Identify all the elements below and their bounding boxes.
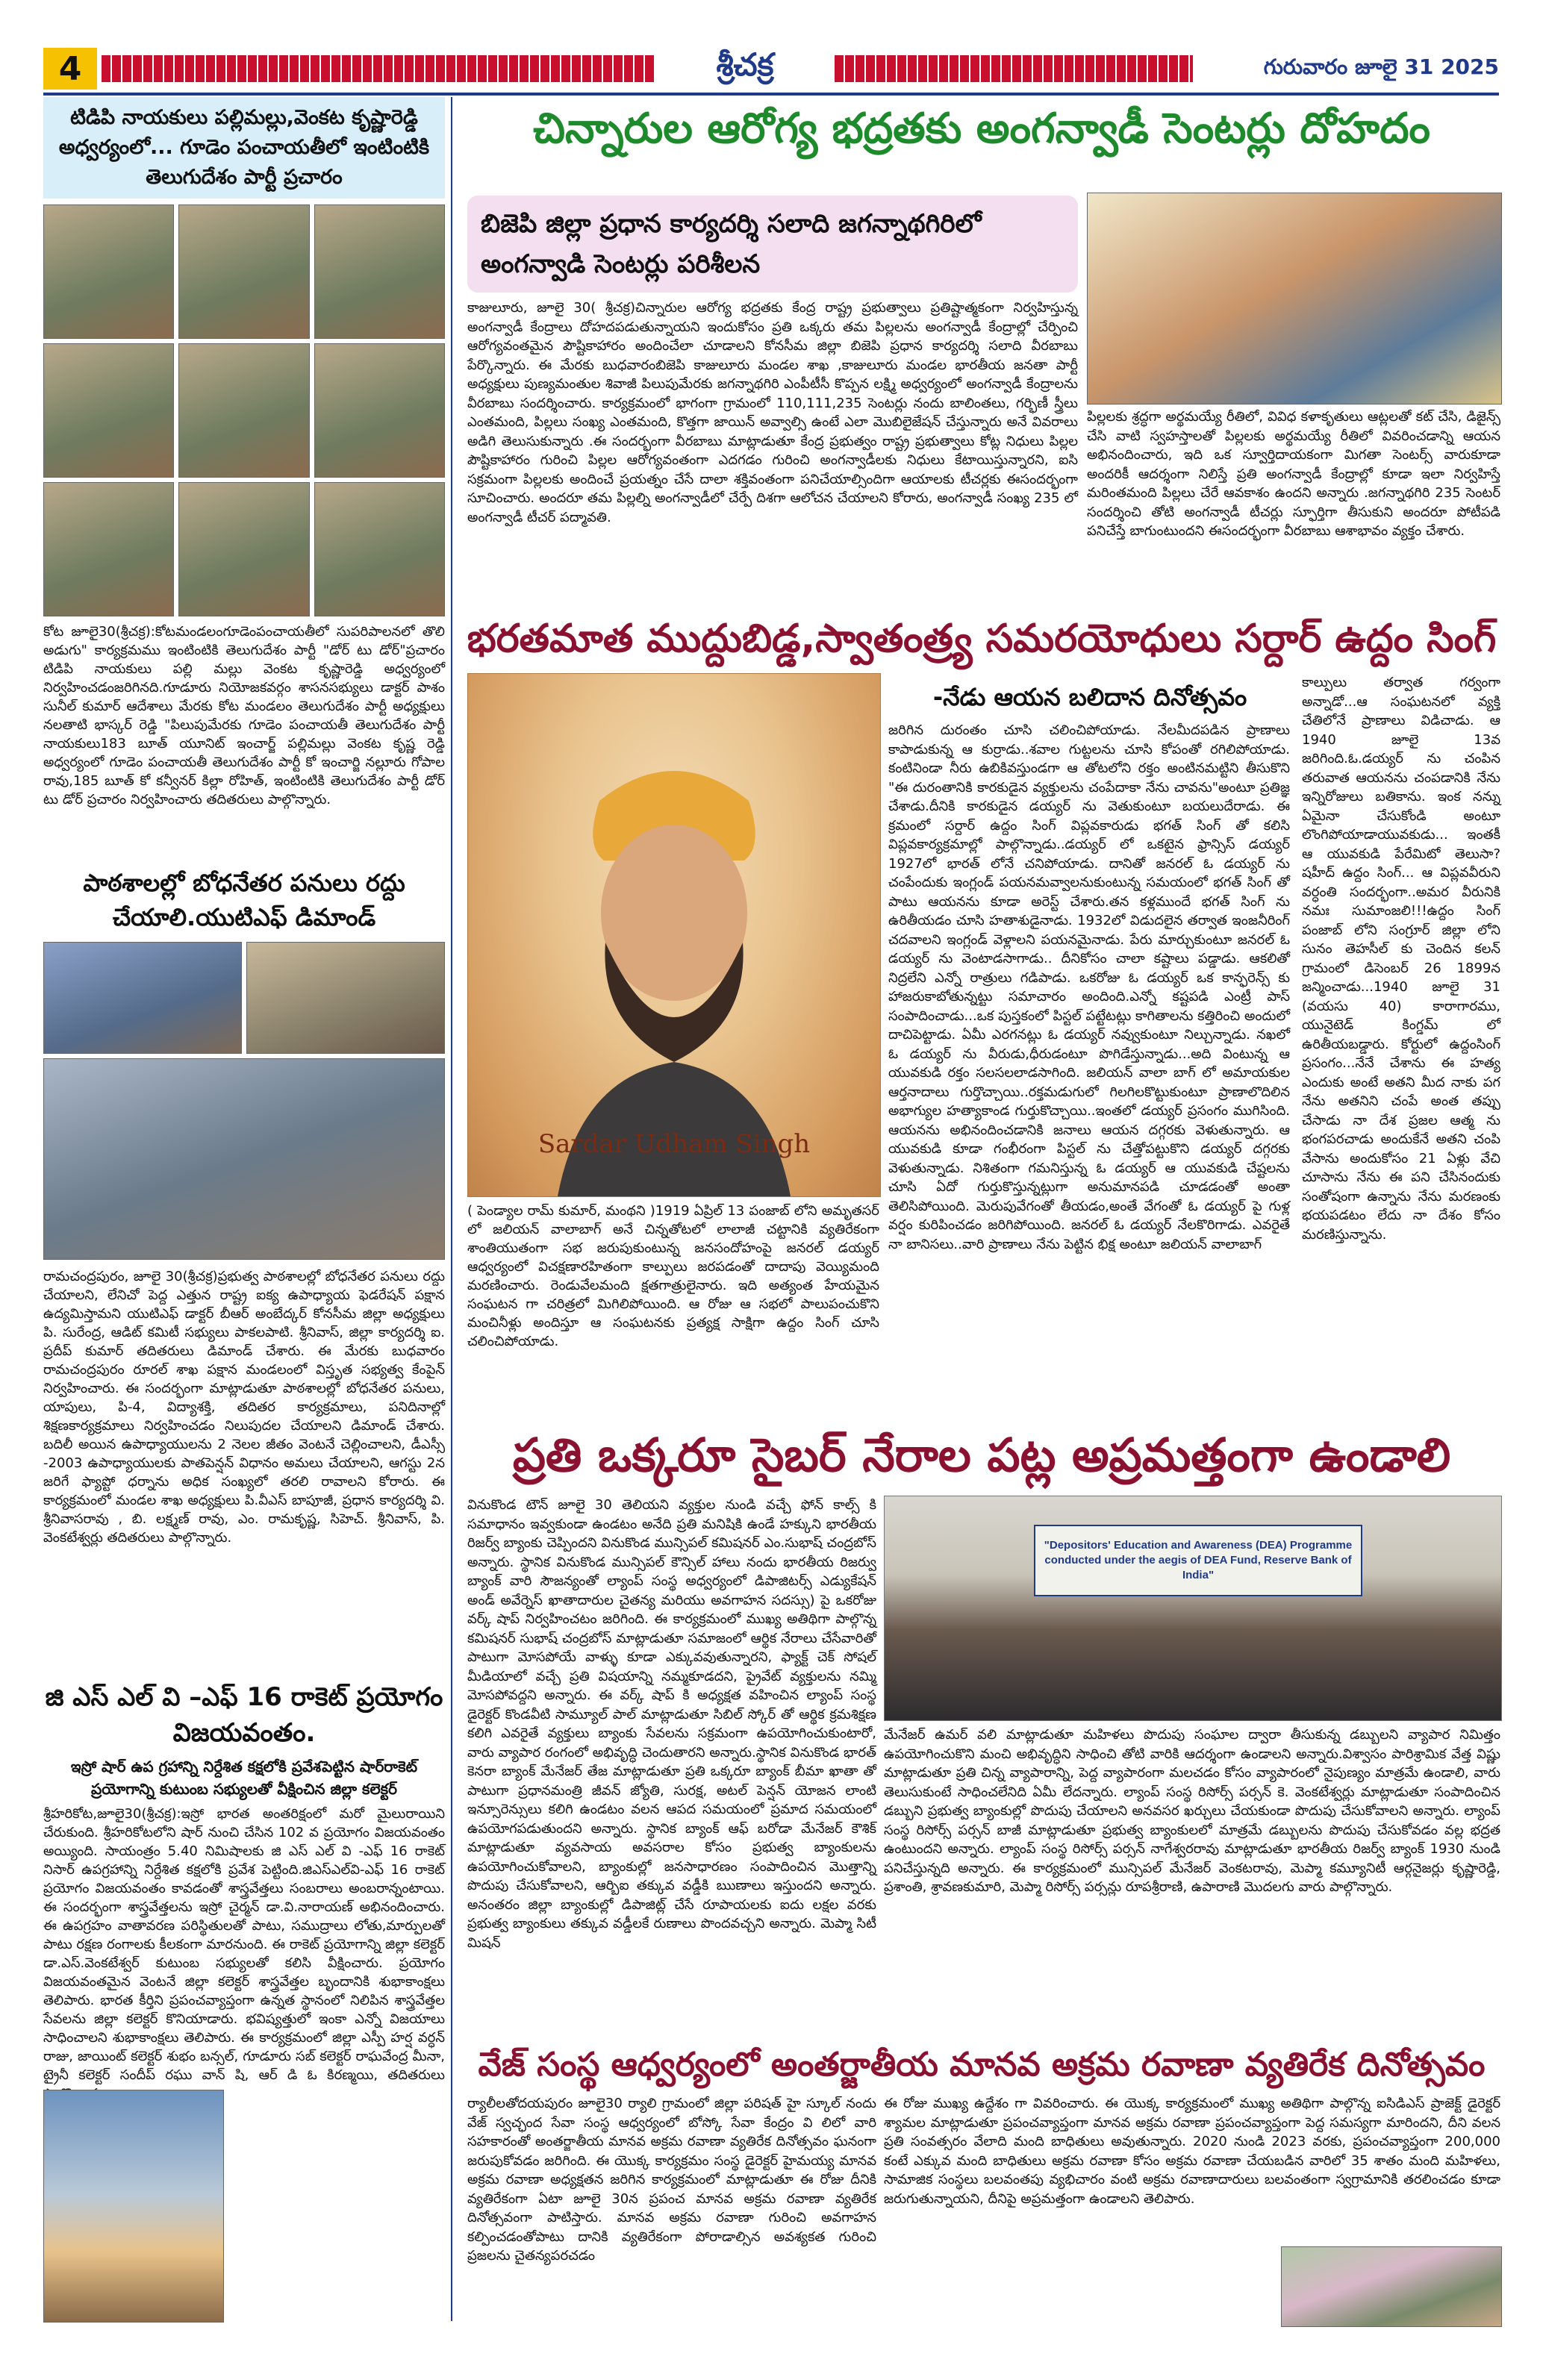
photo-tdp-3 (314, 204, 445, 339)
left-story-1-headline-box (43, 97, 445, 199)
logo (663, 46, 827, 91)
anganwadi-subhead: బిజెపి జిల్లా ప్రధాన కార్యదర్శి సలాది జగన్నాథగిరిలో అంగన్వాడి సెంటర్లు పరిశీలన (481, 209, 982, 279)
anganwadi-body-2: పిల్లలకు శ్రద్ధగా అర్థమయ్యే రీతిలో, వివిధ కళాకృతులు ఆట్లలతో కట్ చేసి, డిజైన్స్ చేసి వాటి స్వహస్తాలతో పిల్లలకు అర్థమయ్యే రీతిలో వివరించడాన్ని ఆయన అభినందించారు, ఇది ఒక స్వూర్తిదాయకంగా మిగతా సెంటర్స్ వారుకూడా అందరికీ ఆదర్శంగా నిలిస్తే ప్రతి అంగన్వాడీ కేంద్రాల్లో కూడా ఇలా నిర్వహిస్తే మరింతమంది పిల్లలు చేరే ఆవకాశం ఉందని అన్నారు .జగన్నాథగిరి 235 సెంటర్ సందర్శించి తోటి అంగన్వాడీ టీచర్లు స్ఫూర్తిగా తీసుకుని అందరూ పోటీపడి పనిచేస్తే బాగుంటుందని ఈసందర్భంగా వీరబాబు ఆశాభావం వ్యక్తం చేశారు. (1087, 409, 1505, 539)
cyber-body-left: వినుకొండ టౌన్ జూలై 30 తెలియని వ్యక్తుల నుండి వచ్చే ఫోన్ కాల్స్ కి సమాధానం ఇవ్వకుండా ఉండటం అనేది ప్రతి మనిషికి ఉండే హక్కుని భారతీయ రిజర్వ్ బ్యాంకు చెప్పిందని వినుకొండ మున్సిపల్ కమిషనర్ ఎం.సుభాష్ చంద్రబోస్ అన్నారు. స్థానిక వినుకొండ మున్సిపల్ కౌన్సిల్ హాలు నందు భారతీయ రిజర్వు బ్యాంక్ వారి సౌజన్యంతో ల్యాంప్ సంస్థ అధ్వర్యంలో డిపాజిటర్స్ ఎడ్యుకేషన్ అండ్ అవేర్నెస్ ఖాతాదారుల చైతన్య మరియు అవగాహన సదస్సు) పై ఒకరోజు వర్క్ షాప్ నిర్వహించటం జరిగింది. ఈ కార్యక్రమంలో ముఖ్య అతిథిగా పాల్గొన్న కమిషనర్ సుభాష్ చంద్రబోస్ మాట్లాడుతూ సమాజంలో ఆర్థిక నేరాలు చేసేవారితో పాటుగా మోసపోయే వాళ్ళు కూడా ఎక్కువవుతున్నారని, ఫ్యాక్ట్ చెక్ సోషల్ మీడియాలో వచ్చే ప్రతి విషయాన్ని నమ్మకూడదని, ప్రైవేట్ వ్యక్తులను నమ్మి మోసపోవద్దని అన్నారు. ఈ వర్క్ షాప్ కి అధ్యక్షత వహించిన ల్యాంప్ సంస్థ డైరెక్టర్ కొండవీటి సామ్యూల్ పాల్ మాట్లాడుతూ సిబిల్ స్కోర్ తో ఆర్థిక క్రమశిక్షణ కలిగి ఎవరైతే వ్యక్తులు బ్యాంకు సేవలను సక్రమంగా ఉపయోగించుకుంటారో, వారు వ్యాపార రంగంలో అభివృద్ధి చెందుతారని అన్నారు.స్థానిక వినుకొండ భారత్ కెనరా బ్యాంక్ మేనేజర్ తేజ మాట్లాడుతూ ప్రతి ఒక్కరూ బ్యాంక్ బీమా ఖాతా తో పాటుగా ప్రధానమంత్రి జీవన్ జ్యోతి, సురక్ష, అటల్ పెన్షన్ యోజన లాంటి ఇన్సూరెన్సులు కలిగి ఉండటం వలన ఆపద సమయంలో ప్రమాద సమయంలో ఉపయోగపడుతుందని అన్నారు. స్థానిక బ్యాంక్ ఆఫ్ బరోడా మేనేజర్ కౌశిక్ మాట్లాడుతూ వ్యవసాయ అవసరాల కోసం ప్రభుత్వ బ్యాంకులను ఉపయోగించుకోవాలని, బ్యాంకుల్లో జనసాధారణం సంపాదించిన మొత్తాన్ని పొదుపు చేసుకోవాలని, ఆర్బిఐ తక్కువ వడ్డీకి ఋణాలు ఇస్తుందని అన్నారు. అనంతరం జిల్లా బ్యాంకుల్లో డిపాజిట్ల్ చేసే రూపాయలకు ఐదు లక్షల వరకు ప్రభుత్వ బ్యాంకులు తక్కువ వడ్డీలకే రుణాలు పొందవచ్చని అన్నారు. మెప్మా సిటీ మిషన్ (467, 1497, 881, 1951)
photo-rbi-workshop (884, 1496, 1502, 1721)
photo-anganwadi-center (1087, 193, 1502, 405)
trafficking-body-left: ర్యాలీలతోదయపురం జూలై30 ర్యాలి గ్రామంలో జిల్లా పరిషత్ హై స్కూల్ నందు వేజ్ స్వచ్ఛంద సేవా సంస్థ ఆధ్వర్యంలో బోస్కో సేవా కేంద్రం వి లిలో వారి సహకారంతో అంతర్జాతీయ మానవ అక్రమ రవాణా వ్యతిరేక దినోత్సవం ఘనంగా జరుపుకోవడం జరిగింది. ఈ యొక్క కార్యక్రమం సంస్థ డైరెక్టర్ హైమయ్య మానవ అక్రమ రవాణా అధ్యక్షతన జరిగిన కార్యక్రమంలో మాట్లాడుతూ ఈ రోజు దీనికి వ్యతిరేకంగా ఏటా జూలై 30న ప్రపంచ మానవ అక్రమ రవాణా వ్యతిరేక దినోత్సవంగా పాటిస్తారు. మానవ అక్రమ రవాణా గురించి అవగాహన కల్పించడంతోపాటు దానికి వ్యతిరేకంగా పోరాడాల్సిన అవశ్యకత గురించి ప్రజలను చైతన్యపరచడం (467, 2096, 881, 2264)
left-story-3-headline: జి ఎస్ ఎల్ వి –ఎఫ్ 16 రాకెట్ ప్రయోగం విజయవంతం. (45, 1682, 443, 1748)
masthead-red-band-right (835, 55, 1193, 82)
photo-tdp-2 (178, 204, 309, 339)
photo-tdp-7 (43, 482, 174, 616)
udham-headline: భరతమాత ముద్దుబిడ్డ,స్వాతంత్ర్య సమరయోధులు సర్దార్ ఉద్దం సింగ్ (467, 616, 1497, 661)
udham-portrait-drawing (468, 674, 880, 1196)
udham-portrait-caption: Sardar Udham Singh (537, 1129, 811, 1159)
anganwadi-body: కాజులూరు, జూలై 30( శ్రీచక్ర)చిన్నారుల ఆరోగ్య భద్రతకు కేంద్ర రాష్ట్ర ప్రభుత్వాలు ప్రతిష్టాత్మకంగా నిర్వహిస్తున్న అంగన్వాడీ కేంద్రాలు దోహదపడుతున్నాయని ఇందుకోసం ప్రతి ఒక్కరు తమ పిల్లలను అంగన్వాడీ కేంద్రాల్లో చేర్పించి ఆరోగ్యవంతమైన పౌష్టికాహారం అందించేలా చూడాలని కోనసీమ జిల్లా బిజెపి ప్రధాన కార్యదర్శి సలాది వీరబాబు పేర్కొన్నారు. ఈ మేరకు బుధవారంబిజెపి కాజులూరు మండల శాఖ ,కాజులూరు మండల భారతీయ జనతా పార్టీ అధ్యక్షులు పుణ్యమంతుల శివాజీ పిలుపుమేరకు జగన్నాథగిరి ఎంపీటీసీ కొప్పన లక్ష్మి అధ్వర్యంలో అంగన్వాడీ కేంద్రాలను వీరబాబు సందర్శించారు. కార్యక్రమంలో భాగంగా గ్రామంలో 110,111,235 సెంటర్లు నందు బాలింతలు, గర్భిణీ స్త్రీలు ఎంతమంది, పిల్లలు సంఖ్య ఎంతమంది, కొత్తగా జాయిన్ అవ్వాల్సి ఉంటే ఎలా మొబిలైజేషన్ చేస్తున్నారు అనే వివరాలు అడిగి తెలుసుకున్నారు .ఈ సందర్భంగా వీరబాబు మాట్లాడుతూ కేంద్ర ప్రభుత్వం రాష్ట్ర ప్రభుత్వాలు కోట్ల నిధులు పిల్లల పౌష్టికాహారం గురించి పిల్లల ఆరోగ్యవంతంగా ఎదగడం గురించి అంగన్వాడీలకు నిధులు కేటాయిస్తున్నారని, ఐసి సక్రమంగా పిల్లలకు అందించే ప్రయత్నం చేసే దాలా శక్తివంతంగా పనిచేయాల్సిందిగా ఆయాలకు టీచర్లకు ఈసందర్భంగా సూచించారు. అందరూ తమ పిల్లల్ని అంగన్వాడీలో చేర్పే దిశగా ఆలోచన చేయాలని కోరారు, అంగన్వాడీ సంఖ్య 235 లో అంగన్వాడీ టీచర్ పద్మావతి. (467, 300, 1082, 525)
rbi-banner (1034, 1525, 1362, 1596)
photo-utf-meeting-1 (43, 942, 242, 1054)
date-box (1204, 49, 1499, 90)
rbi-banner-text: "Depositors' Education and Awareness (DEA) Programme conducted under the aegis of DEA Fund, Reserve Bank of India" (1044, 1539, 1353, 1581)
photo-tdp-9 (314, 482, 445, 616)
trafficking-body-right: ఈ రోజు ముఖ్య ఉద్దేశం గా వివరించారు. ఈ యొక్క కార్యక్రమంలో ముఖ్య అతిథిగా పాల్గొన్న ఐసిడిఎస్ ప్రాజెక్ట్ డైరెక్టర్ శ్యామల మాట్లాడుతూ ప్రపంచవ్యాప్తంగా మానవ అక్రమ రవాణా ప్రపంచవ్యాప్తంగా పెద్ద సమస్యగా మారిందని, దీని వలన ప్రతి సంవత్సరం వేలాది మంది బాధితులు అవుతున్నారు. 2020 నుండి 2023 వరకు, ప్రపంచవ్యాప్తంగా 200,000 కంటే ఎక్కువ మంది బాధితులు అక్రమ రవాణా కోసం అక్రమ రవాణా చేయబడిన వారిలో 35 శాతం మంది మహిళలు, సామాజిక సంస్థలు బలవంతపు వ్యభిచారం వంటి అక్రమ రవాణాదారులు బలవంతంగా స్వగ్రామానికి తరలించడం కూడా జరుగుతున్నాయని, దీనిపై అప్రమత్తంగా ఉండాలని తెలిపారు. (884, 2096, 1505, 2207)
left-story-2-body: రామచంద్రపురం, జూలై 30(శ్రీచక్ర)ప్రభుత్వ పాఠశాలల్లో బోధనేతర పనులు రద్దు చేయాలని, లేనిచో పెద్ద ఎత్తున రాష్ట్ర ఐక్య ఉపాధ్యాయ ఫెడరేషన్ పక్షాన ఉద్యమిస్తామని యుటిఎఫ్ డాక్టర్ బీఆర్ అంబేద్కర్ కోనసీమ జిల్లా అధ్యక్షులు పి. సురేంద్ర, ఆడిట్ కమిటీ సభ్యులు పాకలపాటి. శ్రీనివాస్, జిల్లా కార్యదర్శి ఐ. ప్రదీప్ కుమార్ తదితరులు డిమాండ్ చేశారు. ఈ మేరకు బుధవారం రామచంద్రపురం రూరల్ శాఖ పక్షాన మండలంలో విస్తృత సభ్యత్వ కేంపైన్ నిర్వహించారు. ఈ సందర్భంగా మాట్లాడుతూ పాఠశాలల్లో బోధనేతర పనులు, యాపులు, పి-4, విద్యాశక్తి, తదితర కార్యక్రమాలు, పనిదినాల్లో శిక్షణకార్యక్రమాలు నిర్వహించడం నిలుపుదల చేయాలని డిమాండ్ చేశారు. బదిలీ అయిన ఉపాధ్యాయులను 2 నెలల జీతం వెంటనే చెల్లించాలని, డీఎస్సీ -2003 ఉపాధ్యాయులకు పాతపెన్షన్ విధానం అమలు చేయాలని, ఆగస్టు 2న జరిగే ఫ్యాప్టో ధర్నాను అధిక సంఖ్యలో తరలి రావాలని కోరారు. ఈ కార్యక్రమంలో మండల శాఖ అధ్యక్షులు పి.వీఎస్ బాపూజీ, ప్రధాన కార్యదర్శి వి. శ్రీనివాసరావు , బి. లక్ష్మణ్ రావు, ఎం. రామకృష్ణ, సిహెచ్. శ్రీనివాస్, పి. వెంకటేశ్వర్లు తదితరులు పాల్గొన్నారు. (43, 1269, 449, 1546)
masthead (43, 46, 1499, 96)
masthead-red-band-left (102, 55, 654, 82)
left-story-1-body: కోట జూలై30(శ్రీచక్ర):కోటమండలంగూడెంపంచాయతీలో సుపరిపాలనలో తొలి అడుగు" కార్యక్రమము ఇంటింటికి తెలుగుదేశం పార్టీ "డోర్ టు డోర్"ప్రచారం టిడిపి నాయకులు పల్లి మల్లు వెంకట కృష్ణారెడ్డి అధ్వర్యంలో నిర్వహించడంజరిగినది.గూడూరు నియోజకవర్గం శాసనసభ్యులు డాక్టర్ పాశం సునీల్ కుమార్ ఆదేశాలు మేరకు కోట మండలం తెలుగుదేశం పార్టీ అధ్యక్షులు నలతాటి భాస్కర్ రెడ్డి "పిలుపుమేరకు గూడెం పంచాయతీ తెలుగుదేశం పార్టీ నాయకులు183 బూత్ యూనిట్ ఇంచార్జ్ పల్లిమల్లు వెంకట కృష్ణ రెడ్డి అధ్వర్యంలో గూడెం పంచాయతీ తెలుగుదేశం పార్టీ కో ఇంచార్జి నల్లూరు గోపాల రావు,185 బూత్ కో కన్వీనర్ కిల్లా రోహిత్, ఇంటింటికి తెలుగుదేశం పార్టీ డోర్ టు డోర్ ప్రచారం నిర్వహించారు తదితరులు పాల్గొన్నారు. (43, 624, 449, 808)
left-story-1 (43, 97, 449, 936)
left-story-2-headline: పాఠశాలల్లో బోధనేతర పనులు రద్దు చేయాలి.యుటిఎఫ్ డిమాండ్ (83, 869, 405, 931)
photo-utf-meeting-2 (246, 942, 445, 1054)
photo-gslv-launch (43, 2090, 224, 2323)
photo-utf-meeting-3 (43, 1058, 445, 1260)
left-story-3-body: శ్రీహరికోట,జూలై30(శ్రీచక్ర):ఇస్రో భారత అంతరిక్షంలో మరో మైలురాయిని చేరుకుంది. శ్రీహరికోటలోని షార్ నుంచి చేసిన 102 వ ప్రయోగం విజయవంతం అయ్యింది. సాయంత్రం 5.40 నిమిషాలకు జి ఎస్ ఎల్ వి -ఎఫ్ 16 రాకెట్ నిసార్ ఉపగ్రహాన్ని నిర్దేశిత కక్షలోకి ప్రవేశ పెట్టింది.జిఎస్‌ఎల్‌వి-ఎఫ్ 16 రాకెట్ ప్రయోగం విజయవంతం కావడంతో శాస్త్రవేత్తలు సంబరాలు అంబరాన్నంటాయి. ఈ సందర్భంగా శాస్త్రవేత్తలను ఇస్రో చైర్మన్ డా.వి.నారాయణ్ అభినందించారు. ఈ ఉపగ్రహం వాతావరణ పరిస్థితులతో పాటు, సముద్రాలు లోతు,మార్పులతో పాటు రక్షణ రంగాలకు కీలకంగా మారనుంది. ఈ రాకెట్ ప్రయోగాన్ని జిల్లా కలెక్టర్ డా.ఎస్.వెంకటేశ్వర్ కుటుంబ సభ్యులతో కలిసి వీక్షించారు. ప్రయోగం విజయవంతమైన వెంటనే జిల్లా కలెక్టర్ శాస్త్రవేత్తల బృందానికి శుభాకాంక్షలు తెలిపారు. భారత కీర్తిని ప్రపంచవ్యాప్తంగా ఉన్నత స్థానంలో నిలిపిన శాస్త్రవేత్తల సేవలను జిల్లా కలెక్టర్ కొనియాడారు. భవిష్యత్తులో ఇంకా ఎన్నో విజయాలు సాధించాలని శుభాకాంక్షలు తెలిపారు. ఈ కార్యక్రమంలో జిల్లా ఎస్పీ హర్ష వర్ధన్ రాజు, జాయింట్ కలెక్టర్ శుభం బన్సల్, గూడూరు సబ్ కలెక్టర్ రాఘవేంద్ర మీనా, ట్రైనీ కలెక్టర్ సందీప్ రఘు వాన్ షి, ఆర్ డి ఓ కిరణ్మయి, తదితరులు (43, 1806, 445, 2083)
left-story-3-deck: ఇస్రో షార్ ఉప గ్రహాన్ని నిర్దేశిత కక్షలోకి ప్రవేశపెట్టిన షార్‌రాకెట్ ప్రయోగాన్ని కుటుంబ సభ్యులతో వీక్షించిన జిల్లా కలెక్టర్ (70, 1758, 418, 1798)
date: గురువారం జూలై 31 2025 (1263, 54, 1499, 79)
udham-portrait (467, 673, 881, 1197)
column-divider (451, 97, 452, 2321)
trafficking-headline: వేజ్ సంస్థ ఆధ్వర్యంలో అంతర్జాతీయ మానవ అక్రమ రవాణా వ్యతిరేక దినోత్సవం (478, 2046, 1486, 2084)
anganwadi-headline: చిన్నారుల ఆరోగ్య భద్రతకు అంగన్వాడీ సెంటర్లు దోహదం (533, 104, 1430, 153)
udham-body-col2: కాల్పులు తర్వాత గర్వంగా అన్నాడో...ఆ సంఘటనలో వ్యక్తి చేతిలోనే ప్రాణాలు విడిచాడు. ఆ 1940 జూలై 13వ జరిగింది.ఓ.డయ్యర్ ను చంపిన తరువాత ఆయనను చంపడానికి నేను ఇన్నిరోజులు బతికాను. ఇంక నన్ను ఏమైనా చేసుకోండి అంటూ లొంగిపోయాడాయువకుడు... ఇంతకీ ఆ యువకుడి పేరేమిటో తెలుసా? షహీద్ ఉద్దం సింగ్... ఆ విప్లవవీరుని వర్ధంతి సందర్భంగా..అమర వీరునికి నమః సుమాంజలి!!!ఉద్దం సింగ్ పంజాబ్ లోని సంగ్రూర్ జిల్లా లోని సునం తెహసీల్ కు చెందిన కలన్ గ్రామంలో డిసెంబర్ 26 1899న జన్మించాడు...1940 జూలై 31 (వయసు 40) కారాగారము, యునైటెడ్ కింగ్డమ్ లో ఉరితీయబడ్డారు. కోర్టులో ఉద్దంసింగ్ ప్రసంగం...నేనే చేశాను ఈ హత్య ఎందుకు అంటే అతని మీద నాకు పగ నేను అతనిని చంపే అంత తప్పు చేసాడు నా దేశ ప్రజల ఆత్మ ను భంగపరచాడు అందుకేనే అతని చంపి వేసాను అందుకోసం 21 ఏళ్లు వేచి చూసాను నేను ఈ పని చేసినందుకు సంతోషంగా ఉన్నాను నేను మరణంకు భయపడటం లేదు నా దేశం కోసం మరణిస్తున్నాను. (1302, 675, 1505, 1243)
cyber-headline: ప్రతి ఒక్కరూ సైబర్ నేరాల పట్ల అప్రమత్తంగా ఉండాలి (512, 1428, 1451, 1482)
anganwadi-subhead-box (467, 196, 1078, 293)
photo-tdp-5 (178, 343, 309, 478)
page-number-box (43, 48, 97, 90)
logo-text: శ్రీచక్ర (716, 46, 774, 83)
left-story-1-photos (43, 204, 445, 616)
udham-body-under-photo: ( పెండ్యాల రామ్ కుమార్, మంథని )1919 ఏప్రిల్ 13 పంజాబ్ లోని అమృతసర్ లో జలియన్ వాలాబాగ్ అనే చిన్నతోటలో లాలాజీ చట్టానికి వ్యతిరేకంగా శాంతియుతంగా సభ జరుపుకుంటున్న జనసందోహంపై జనరల్ డయ్యర్ ఆధ్వర్యంలో విచక్షణారహితంగా కాల్పులు జరపడంతో దాదాపు వెయ్యిమంది మరణించారు. రెండువేలమంది క్షతగాత్రులైనారు. ఇది అత్యంత హేయమైన సంఘటన గా చరిత్రలో మిగిలిపోయింది. ఆ రోజు ఆ సభలో పాలుపంచుకొని మంచినీళ్లు అందిస్తూ ఆ సంఘటనకు ప్రత్యక్ష సాక్షిగా ఉద్దం సింగ్ చూసి చలించిపోయాడు. (467, 1203, 884, 1349)
udham-body-col1: జరిగిన దురంతం చూసి చలించిపోయాడు. నేలమీదపడిన ప్రాణాలు కాపాడుకున్న ఆ కుర్రాడు..శవాల గుట్టలను చూసి కోపంతో రగిలిపోయాడు. కంటినిండా నీరు ఉబికివస్తుండగా ఆ తోటలోని రక్తం అంటినమట్టిని తీసుకొని "ఈ దురంతానికి కారకుడైన వ్యక్తులను చంపేదాకా నేను చావను"అంటూ ప్రతిజ్ఞ చేశాడు.దీనికి కారకుడైన డయ్యర్ ను వెతుకుంటూ బయలుదేరాడు. ఈ క్రమంలో సర్దార్ ఉద్దం సింగ్ విప్లవకారుడు భగత్ సింగ్ తో కలిసి విప్లవకార్యక్రమాల్లో పాల్గొన్నాడు..డయ్యర్ లో ఒకటైన ఫ్రాన్సిస్ డయ్యర్ 1927లో భారత్ లోనే చనిపోయాడు. దానితో జనరల్ ఓ డయ్యర్ ను చంపేందుకు ఇంగ్లండ్ పయనమవ్వాలనుకుంటున్న సమయంలో భగత్ సింగ్ తో పాటు ఆయనను కూడా అరెస్ట్ చేశారు.తన కళ్లముందే భగత్ సింగ్ ను ఉరితీయడం చూసి హతాశుడైనాడు. 1932లో విడుదలైన తర్వాత ఇంజనీరింగ్ చదవాలని ఇంగ్లండ్ వెళ్లాలని పయనమైనాడు. పేరు మార్చుకుంటూ జనరల్ ఓ డయ్యర్ ను వెంటాడసాగాడు.. దీనికోసం చాలా కష్టాలు పడ్డాడు. ఆకలితో నిద్రలేని ఎన్నో రాత్రులు గడిపాడు. ఒకరోజు ఓ డయ్యర్ ఒక కాన్ఫరెన్స్ కు హాజరుకాబోతున్నట్టు సమాచారం అందింది.ఎన్నో కష్టపడి ఎంట్రీ పాస్ సంపాదించాడు...ఒక పుస్తకంలో పిస్టల్ పట్టేటట్లు కాగితాలను కత్తిరించి అందులో దాచిపెట్టాడు. ఏమీ ఎరగనట్లు ఓ డయ్యర్ నవ్వుకుంటూ నిల్చున్నాడు. నఖలో ఓ డయ్యర్ ను వీరుడు,ధీరుడంటూ పొగిడేస్తున్నాడు...అది వింటున్న ఆ యువకుడి రక్తం సలసలలాడసాగింది. జలియన్ వాలా బాగ్ లో అమాయకుల ఆర్తనాదాలు గుర్తొచ్చాయి..రక్తమడుగులో గిలగిలకొట్టుకుంటూ ప్రాణాలొదిలిన అభాగ్యుల హత్యాకాండ గుర్తుకొచ్చాయి..ఇంతలో డయ్యర్ ప్రసంగం ముగిసింది. ఆయనను అభినందించడానికి జనాలు ఆయన దగ్గరకు వెళుతున్నారు. ఆ యువకుడి కూడా గంభీరంగా పిస్టల్ ను చేత్తోపట్టుకొని డయ్యర్ దగ్గరకు వెళుతున్నాడు. నిశితంగా గమనిస్తున్న ఓ డయ్యర్ ఆ యువకుడి చేష్టలను చూసి ఏదో గుర్తుకొస్తున్నట్లుగా అనుమానపడి చూడడంతో అంతా తెలిసిపోయింది. మెరుపువేగంతో తీయడం,అంతే వేగంతో ఓ డయ్యర్ పై గుళ్ల వర్షం కురిపించడం జరిగిపోయింది. జనరల్ ఓ డయ్యర్ నేలకొరిగాడు. ఎవరైతే నా బానిసలు..వారి ప్రాణాలు నేను పెట్టిన భిక్ష అంటూ జలియన్ వాలాబాగ్ (888, 722, 1294, 1252)
page-number: 4 (58, 49, 82, 88)
left-story-2-photos (43, 942, 445, 1260)
cyber-body-right: మేనేజర్ ఉమర్ వలి మాట్లాడుతూ మహిళలు పొదుపు సంఘాల ద్వారా తీసుకున్న డబ్బులని వ్యాపార నిమిత్తం ఉపయోగించుకొని మంచి అభివృద్ధిని సాధించి తోటి వారికి ఆదర్శంగా ఉండాలని అన్నారు.విశ్వాసం పారిశ్రామిక వేత్త విష్ణు మాట్లాడుతూ ప్రతి చిన్న వ్యాపారాన్ని, పెద్ద వ్యాపారంగా మలచడం కోసం వ్యాపారంలో నైపుణ్యం మాత్రమే ఉండాలి, వారు తెలుసుకుంటే సాధించలేనిది ఏమీ లేదన్నారు. ల్యాంప్ సంస్థ రిసోర్స్ పర్సన్ కె. వెంకటేశ్వర్లు మాట్లాడుతూ సంపాదించిన డబ్బుని ప్రభుత్వ బ్యాంకుల్లో పొదుపు చేయాలని అనవసర ఖర్చులు చేయకుండా పొదుపు చేసుకోవాలని అన్నారు. ల్యాంప్ సంస్థ రిసోర్స్ పర్సన్ బాజీ మాట్లాడుతూ ప్రభుత్వ బ్యాంకులలో మాత్రమే డబ్బులను పొదుపు చేసుకోవడం వల్ల భద్రత ఉంటుందని అన్నారు. ల్యాంప్ సంస్థ రిసోర్స్ పర్సన్ నాగేశ్వరరావు మాట్లాడుతూ భారతీయ రిజర్వ్ బ్యాంక్ 1930 నుండి పనిచేస్తున్నది అన్నారు. ఈ కార్యక్రమంలో మున్సిపల్ మేనేజర్ వెంకటరావు, మెప్మా కమ్యూనిటీ ఆర్గనైజర్లు కృష్ణారెడ్డి, ప్రశాంతి, శ్రావణకుమారి, మెప్మా రిసోర్స్ పర్సన్లు రూపశ్రీరాణి, ఉపారాణి మొదలగు వారు పాల్గొన్నారు. (884, 1727, 1505, 1895)
photo-tdp-8 (178, 482, 309, 616)
left-story-1-headline: టిడిపి నాయకులు పల్లిమల్లు,వెంకట కృష్ణారెడ్డి అధ్వర్యంలో... గూడెం పంచాయతీలో ఇంటింటికి తెలుగుదేశం పార్టీ ప్రచారం (58, 106, 430, 189)
photo-tdp-6 (314, 343, 445, 478)
left-story-2 (43, 866, 449, 1681)
photo-tdp-1 (43, 204, 174, 339)
photo-trafficking-rally (1281, 2246, 1502, 2327)
photo-tdp-4 (43, 343, 174, 478)
udham-deck: -నేడు ఆయన బలిదాన దినోత్సవం (932, 683, 1247, 711)
